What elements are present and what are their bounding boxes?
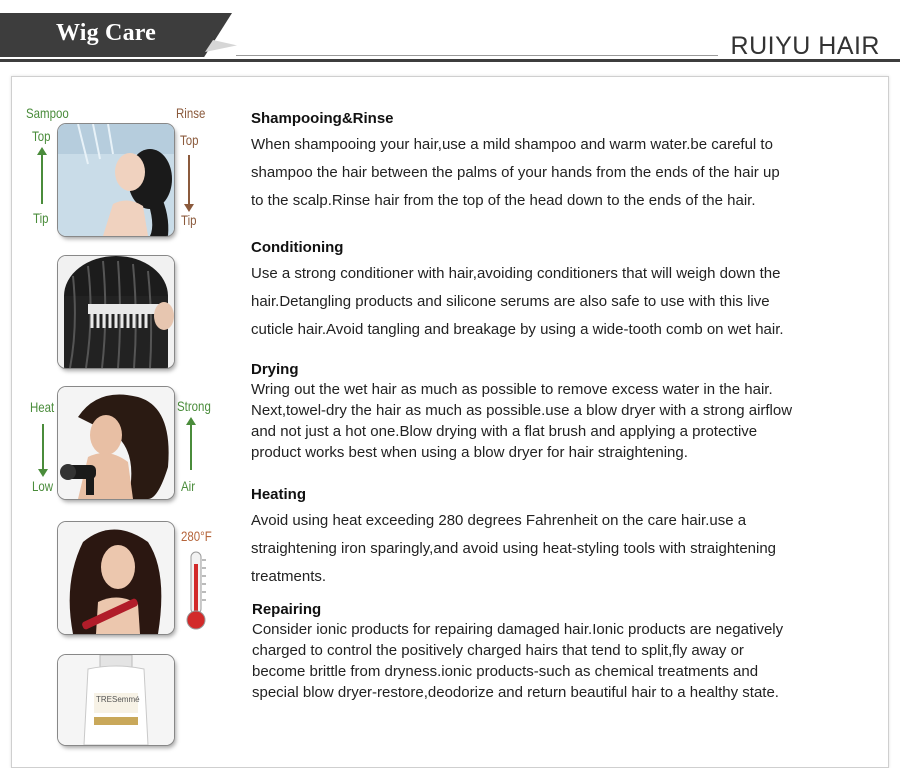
section-line: and not just a hot one.Blow drying with a flat brush and applying a protective (251, 423, 758, 440)
up-arrow-icon (190, 424, 192, 470)
product-photo (58, 655, 174, 745)
shampoo-label: Sampoo (26, 105, 69, 121)
section-line: special blow dryer-restore,deodorize and return beautiful hair to a healthy state. (252, 684, 779, 701)
rinse-label: Rinse (176, 105, 206, 121)
temperature-label: 280°F (181, 528, 212, 544)
section-line: Use a strong conditioner with hair,avoiding conditioners that will weigh down the (251, 265, 781, 282)
section-drying (251, 361, 851, 463)
conditioning-photo (58, 256, 174, 368)
low-label: Low (32, 478, 54, 494)
section-line: to the scalp.Rinse hair from the top of the head down to the ends of the hair. (251, 192, 756, 209)
drying-photo (58, 387, 174, 499)
section-tab-title: Wig Care (56, 20, 157, 46)
section-line: straightening iron sparingly,and avoid using heat-styling tools with straightening (251, 540, 777, 557)
up-arrow-icon (41, 154, 43, 204)
section-title: Drying (251, 361, 299, 378)
thermometer-icon (183, 550, 209, 632)
shampoo-top-label: Top (32, 128, 51, 144)
bottle-label: TRESemmé (96, 695, 140, 704)
down-arrow-icon (188, 155, 190, 205)
section-title: Conditioning (251, 239, 344, 256)
section-title: Heating (251, 486, 307, 503)
section-heating (251, 486, 851, 591)
section-line: Consider ionic products for repairing damaged hair.Ionic products are negatively (252, 621, 784, 638)
section-title: Repairing (252, 601, 322, 618)
section-line: charged to control the positively charged hairs that tend to split,fly away or (252, 642, 744, 659)
shampoo-tip-label: Tip (33, 210, 49, 226)
section-repairing (252, 601, 852, 703)
section-line: cuticle hair.Avoid tangling and breakage by using a wide-tooth comb on wet hair. (251, 321, 784, 338)
heat-label: Heat (30, 399, 55, 415)
section-title: Shampooing&Rinse (251, 110, 394, 127)
section-line: When shampooing your hair,use a mild shampoo and warm water.be careful to (251, 136, 773, 153)
section-line: become brittle from dryness.ionic products-such as chemical treatments and (252, 663, 759, 680)
section-line: hair.Detangling products and silicone serums are also safe to use with this live (251, 293, 770, 310)
strong-label: Strong (177, 398, 211, 414)
section-line: shampoo the hair between the palms of your hands from the ends of the hair up (251, 164, 780, 181)
rinse-top-label: Top (180, 132, 199, 148)
section-line: treatments. (251, 568, 327, 585)
air-label: Air (181, 478, 196, 494)
section-shampooing (251, 110, 851, 215)
section-line: product works best when using a blow dryer for hair straightening. (251, 444, 688, 461)
rinse-tip-label: Tip (181, 212, 197, 228)
section-line: Wring out the wet hair as much as possible to remove excess water in the hair. (251, 381, 773, 398)
brand-name: RUIYU HAIR (730, 32, 880, 60)
shampoo-photo (58, 124, 174, 236)
section-line: Next,towel-dry the hair as much as possible.use a blow dryer with a strong airflow (251, 402, 793, 419)
section-conditioning (251, 239, 851, 344)
section-line: Avoid using heat exceeding 280 degrees Fahrenheit on the care hair.use a (251, 512, 747, 529)
down-arrow-icon (42, 424, 44, 470)
header-divider-thin (236, 55, 718, 56)
heating-photo (58, 522, 174, 634)
